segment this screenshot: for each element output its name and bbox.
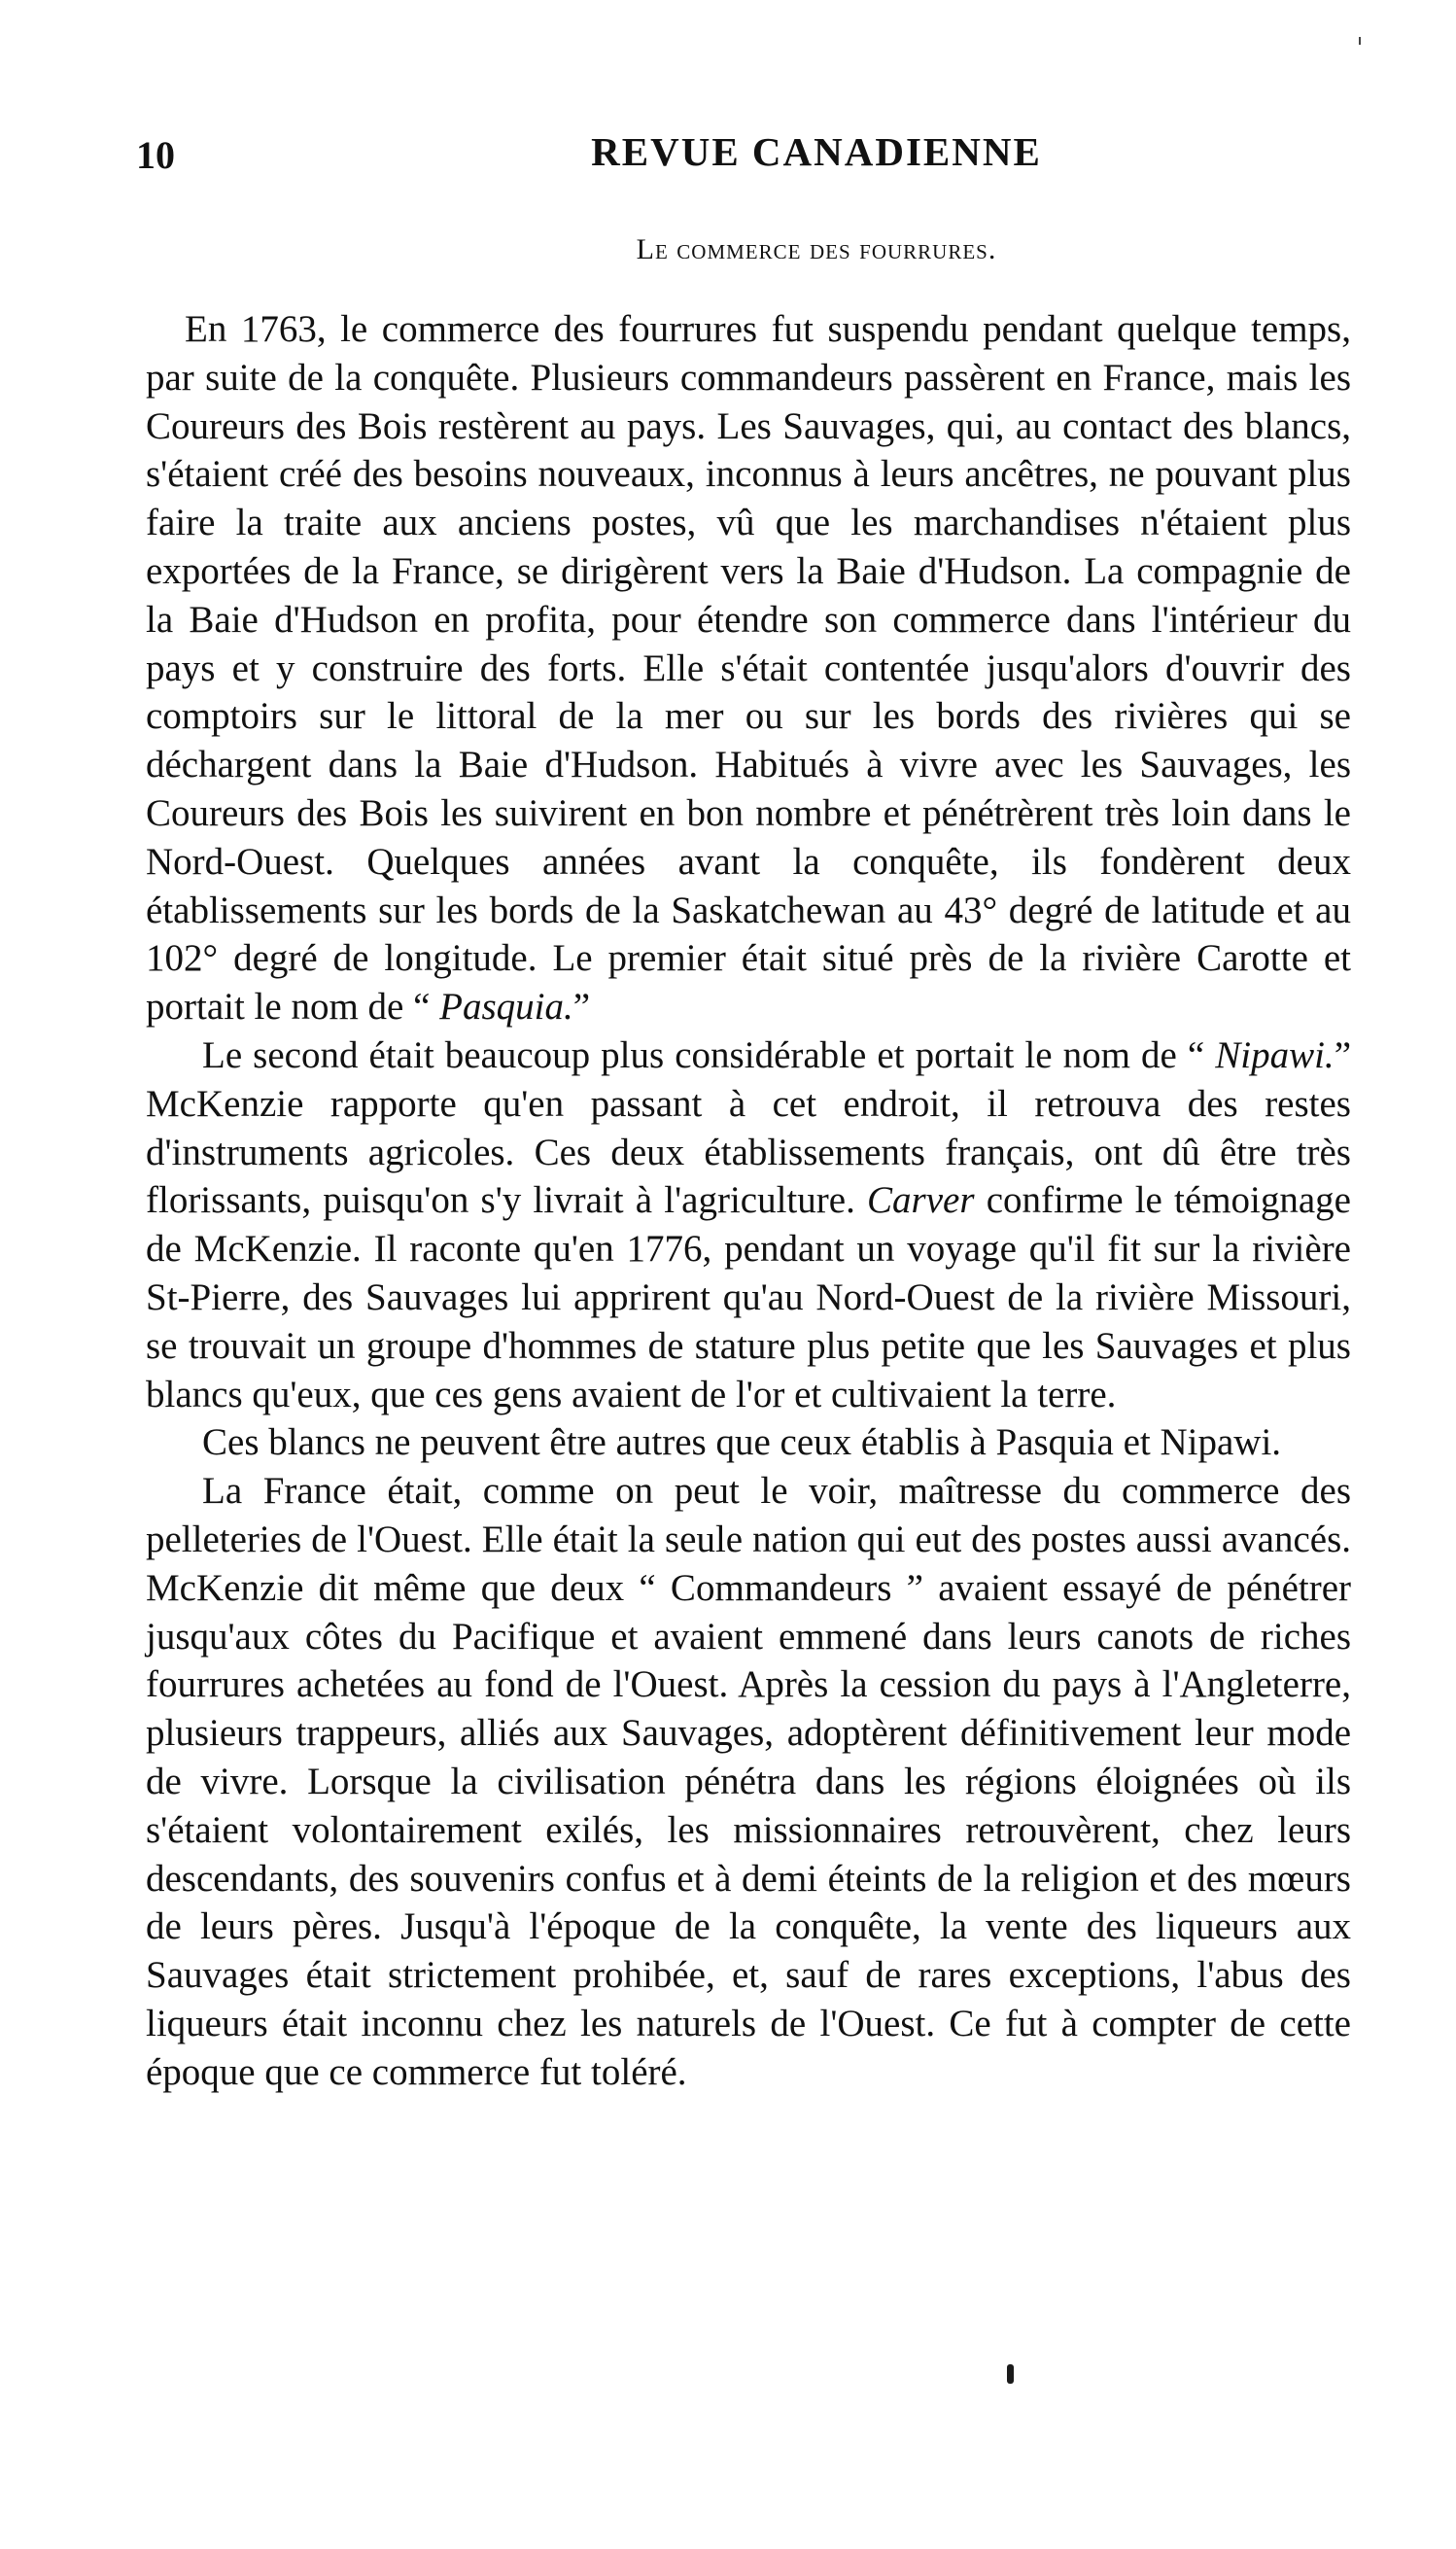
paragraph-2-text-start: Le second était beaucoup plus considérable et portait le nom de “ <box>202 1033 1216 1076</box>
paragraph-4: La France était, comme on peut le voir, maîtresse du commerce des pelleteries de l'Ouest. Elle était la seule nation qui eut des postes aussi avancés. McKenzie dit même que deux “ Commandeurs ” avaient essayé de pénétrer jusqu'aux côtes du Pacifique et avaient emmené dans leurs canots de riches fourrures achetées au fond de l'Ouest. Après la cession du pays à l'Angleterre, plusieurs trappeurs, alliés aux Sauvages, adoptèrent définitivement leur mode de vivre. Lorsque la civilisation pénétra dans les régions éloignées où ils s'étaient volontairement exilés, les missionnaires retrouvèrent, chez leurs descendants, des souvenirs confus et à demi éteints de la religion et des mœurs de leurs pères. Jusqu'à l'époque de la conquête, la vente des liqueurs aux Sauvages était strictement prohibée, et, sauf de rares exceptions, l'abus des liqueurs était inconnu chez les naturels de l'Ouest. Ce fut à compter de cette époque que ce commerce fut toléré. <box>146 1470 1351 2093</box>
paragraph-2-text-middle: ” McKenzie rapporte qu'en passant à cet endroit, il retrouva des restes d'instruments agricoles. Ces deux établissements français, ont dû être très florissants, puisqu'on s'y livrait à l'agriculture. <box>146 1033 1351 1222</box>
closing-quote: ” <box>572 986 591 1029</box>
journal-title: REVUE CANADIENNE <box>591 129 1042 174</box>
paragraph-2-text-end: confirme le témoignage de McKenzie. Il raconte qu'en 1776, pendant un voyage qu'il fit sur la rivière St-Pierre, des Sauvages lui apprirent qu'au Nord-Ouest de la rivière Missouri, se trouvait un groupe d'hommes de stature plus petite que les Sauvages et plus blancs qu'eux, que ces gens avaient de l'or et cultivaient la terre. <box>146 1179 1351 1415</box>
place-name-nipawi: Nipawi. <box>1215 1033 1335 1076</box>
paragraph-1-text: En 1763, le commerce des fourrures fut suspendu pendant quelque temps, par suite de la conquête. Plusieurs commandeurs passèrent en France, mais les Coureurs des Bois restèrent au pays. Les Sauvages, qui, au contact des blancs, s'étaient créé des besoins nouveaux, inconnus à leurs ancêtres, ne pouvant plus faire la traite aux anciens postes, vû que les marchandises n'étaient plus exportées de la France, se dirigèrent vers la Baie d'Hudson. La compagnie de la Baie d'Hudson en profita, pour étendre son commerce dans l'intérieur du pays et y construire des forts. Elle s'était contentée jusqu'alors d'ouvrir des comptoirs sur le littoral de la mer ou sur les bords des rivières qui se déchargent dans la Baie d'Hudson. Habitués à vivre avec les Sauvages, les Coureurs des Bois les suivirent en bon nombre et pénétrèrent très loin dans le Nord-Ouest. Quelques années avant la conquête, ils fondèrent deux établissements sur les bords de la Saskatchewan au 43° degré de latitude et au 102° degré de longitude. Le premier était situé près de la rivière Carotte et portait le nom de “ <box>146 308 1351 1029</box>
paragraph-2 <box>146 1031 1351 1418</box>
paragraph-1 <box>146 305 1351 1031</box>
scan-speck <box>1359 37 1361 45</box>
running-head <box>136 124 1380 183</box>
page-number: 10 <box>136 133 175 177</box>
author-name-carver: Carver <box>867 1179 975 1222</box>
scan-mark <box>1007 2364 1014 2384</box>
place-name-pasquia: Pasquia. <box>439 986 573 1029</box>
section-title: Le commerce des fourrures. <box>636 233 997 265</box>
article-body <box>146 305 1351 2096</box>
paragraph-3: Ces blancs ne peuvent être autres que ceux établis à Pasquia et Nipawi. <box>202 1421 1282 1464</box>
